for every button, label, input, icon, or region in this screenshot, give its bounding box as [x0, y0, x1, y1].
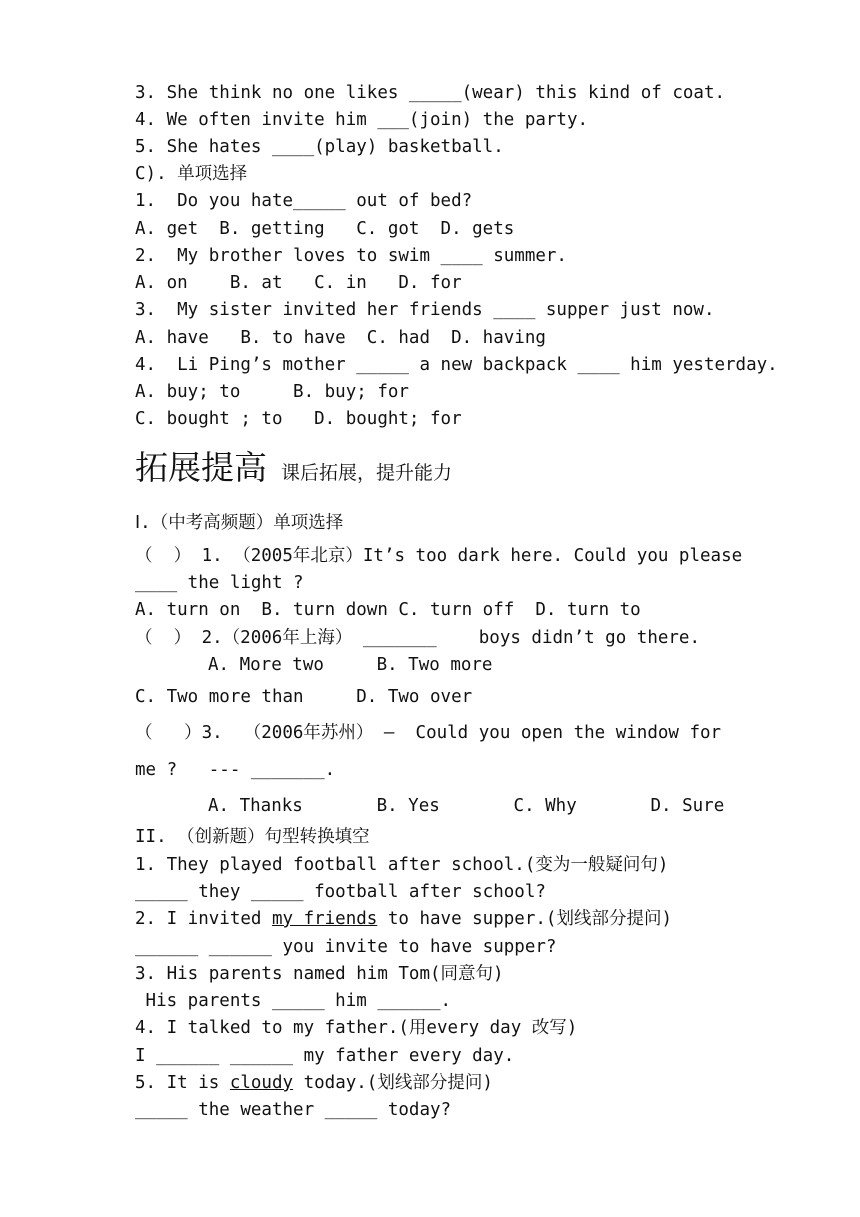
- question-options: A. Thanks B. Yes C. Why D. Sure: [208, 796, 725, 816]
- answer-blank: I ______ ______ my father every day.: [135, 1046, 515, 1066]
- question-options: A. on B. at C. in D. for: [135, 273, 462, 293]
- answer-blank: _____ the weather _____ today?: [135, 1100, 452, 1120]
- question-options: A. buy; to B. buy; for: [135, 382, 409, 402]
- part1-heading: Ⅰ.（中考高频题）单项选择: [135, 513, 344, 533]
- question-options: A. get B. getting C. got D. gets: [135, 219, 515, 239]
- question-continued: me ? --- _______.: [135, 760, 336, 780]
- sentence: 3. His parents named him Tom(同意句): [135, 964, 504, 984]
- sentence: 4. I talked to my father.(用every day 改写): [135, 1018, 578, 1038]
- underlined-phrase: cloudy: [229, 1073, 294, 1093]
- question-options: A. turn on B. turn down C. turn off D. turn to: [135, 600, 641, 620]
- question: （ ） 2.（2006年上海） _______ boys didn’t go there.: [135, 628, 701, 648]
- question-options: A. have B. to have C. had D. having: [135, 328, 546, 348]
- sentence-text: 2. I invited: [135, 909, 272, 929]
- question: 4. Li Ping’s mother _____ a new backpack ____ him yesterday.: [135, 355, 778, 375]
- sentence-text: to have supper.(划线部分提问): [377, 909, 672, 929]
- question: 3. My sister invited her friends ____ supper just now.: [135, 300, 715, 320]
- question-options: C. Two more than D. Two over: [135, 687, 473, 707]
- sentence: [135, 909, 672, 929]
- exercise-line: 4. We often invite him ___(join) the party.: [135, 110, 589, 130]
- answer-blank: His parents _____ him ______.: [135, 991, 452, 1011]
- sentence-text: today.(划线部分提问): [293, 1073, 493, 1093]
- sentence: 1. They played football after school.(变为一般疑问句): [135, 855, 669, 875]
- section-heading: C). 单项选择: [135, 164, 248, 184]
- question: 2. My brother loves to swim ____ summer.: [135, 246, 567, 266]
- sentence: [135, 1073, 493, 1093]
- underlined-phrase: my friends: [271, 909, 378, 929]
- extension-title: [135, 448, 452, 493]
- sentence-text: 5. It is: [135, 1073, 230, 1093]
- extension-title-main: 拓展提高: [135, 448, 267, 487]
- answer-blank: ______ ______ you invite to have supper?: [135, 937, 557, 957]
- extension-subtitle: 课后拓展，提升能力: [281, 462, 453, 484]
- question-options: A. More two B. Two more: [208, 655, 493, 675]
- exercise-line: 3. She think no one likes _____(wear) this kind of coat.: [135, 83, 726, 103]
- exercise-line: 5. She hates ____(play) basketball.: [135, 137, 504, 157]
- answer-blank: _____ they _____ football after school?: [135, 882, 546, 902]
- question: 1. Do you hate_____ out of bed?: [135, 191, 473, 211]
- question: （ ）3. （2006年苏州） – Could you open the window for: [135, 723, 722, 743]
- question-continued: ____ the light ?: [135, 573, 304, 593]
- question-options: C. bought ; to D. bought; for: [135, 409, 462, 429]
- question: （ ） 1. （2005年北京）It’s too dark here. Could you please: [135, 546, 743, 566]
- part2-heading: II. （创新题）句型转换填空: [135, 827, 370, 847]
